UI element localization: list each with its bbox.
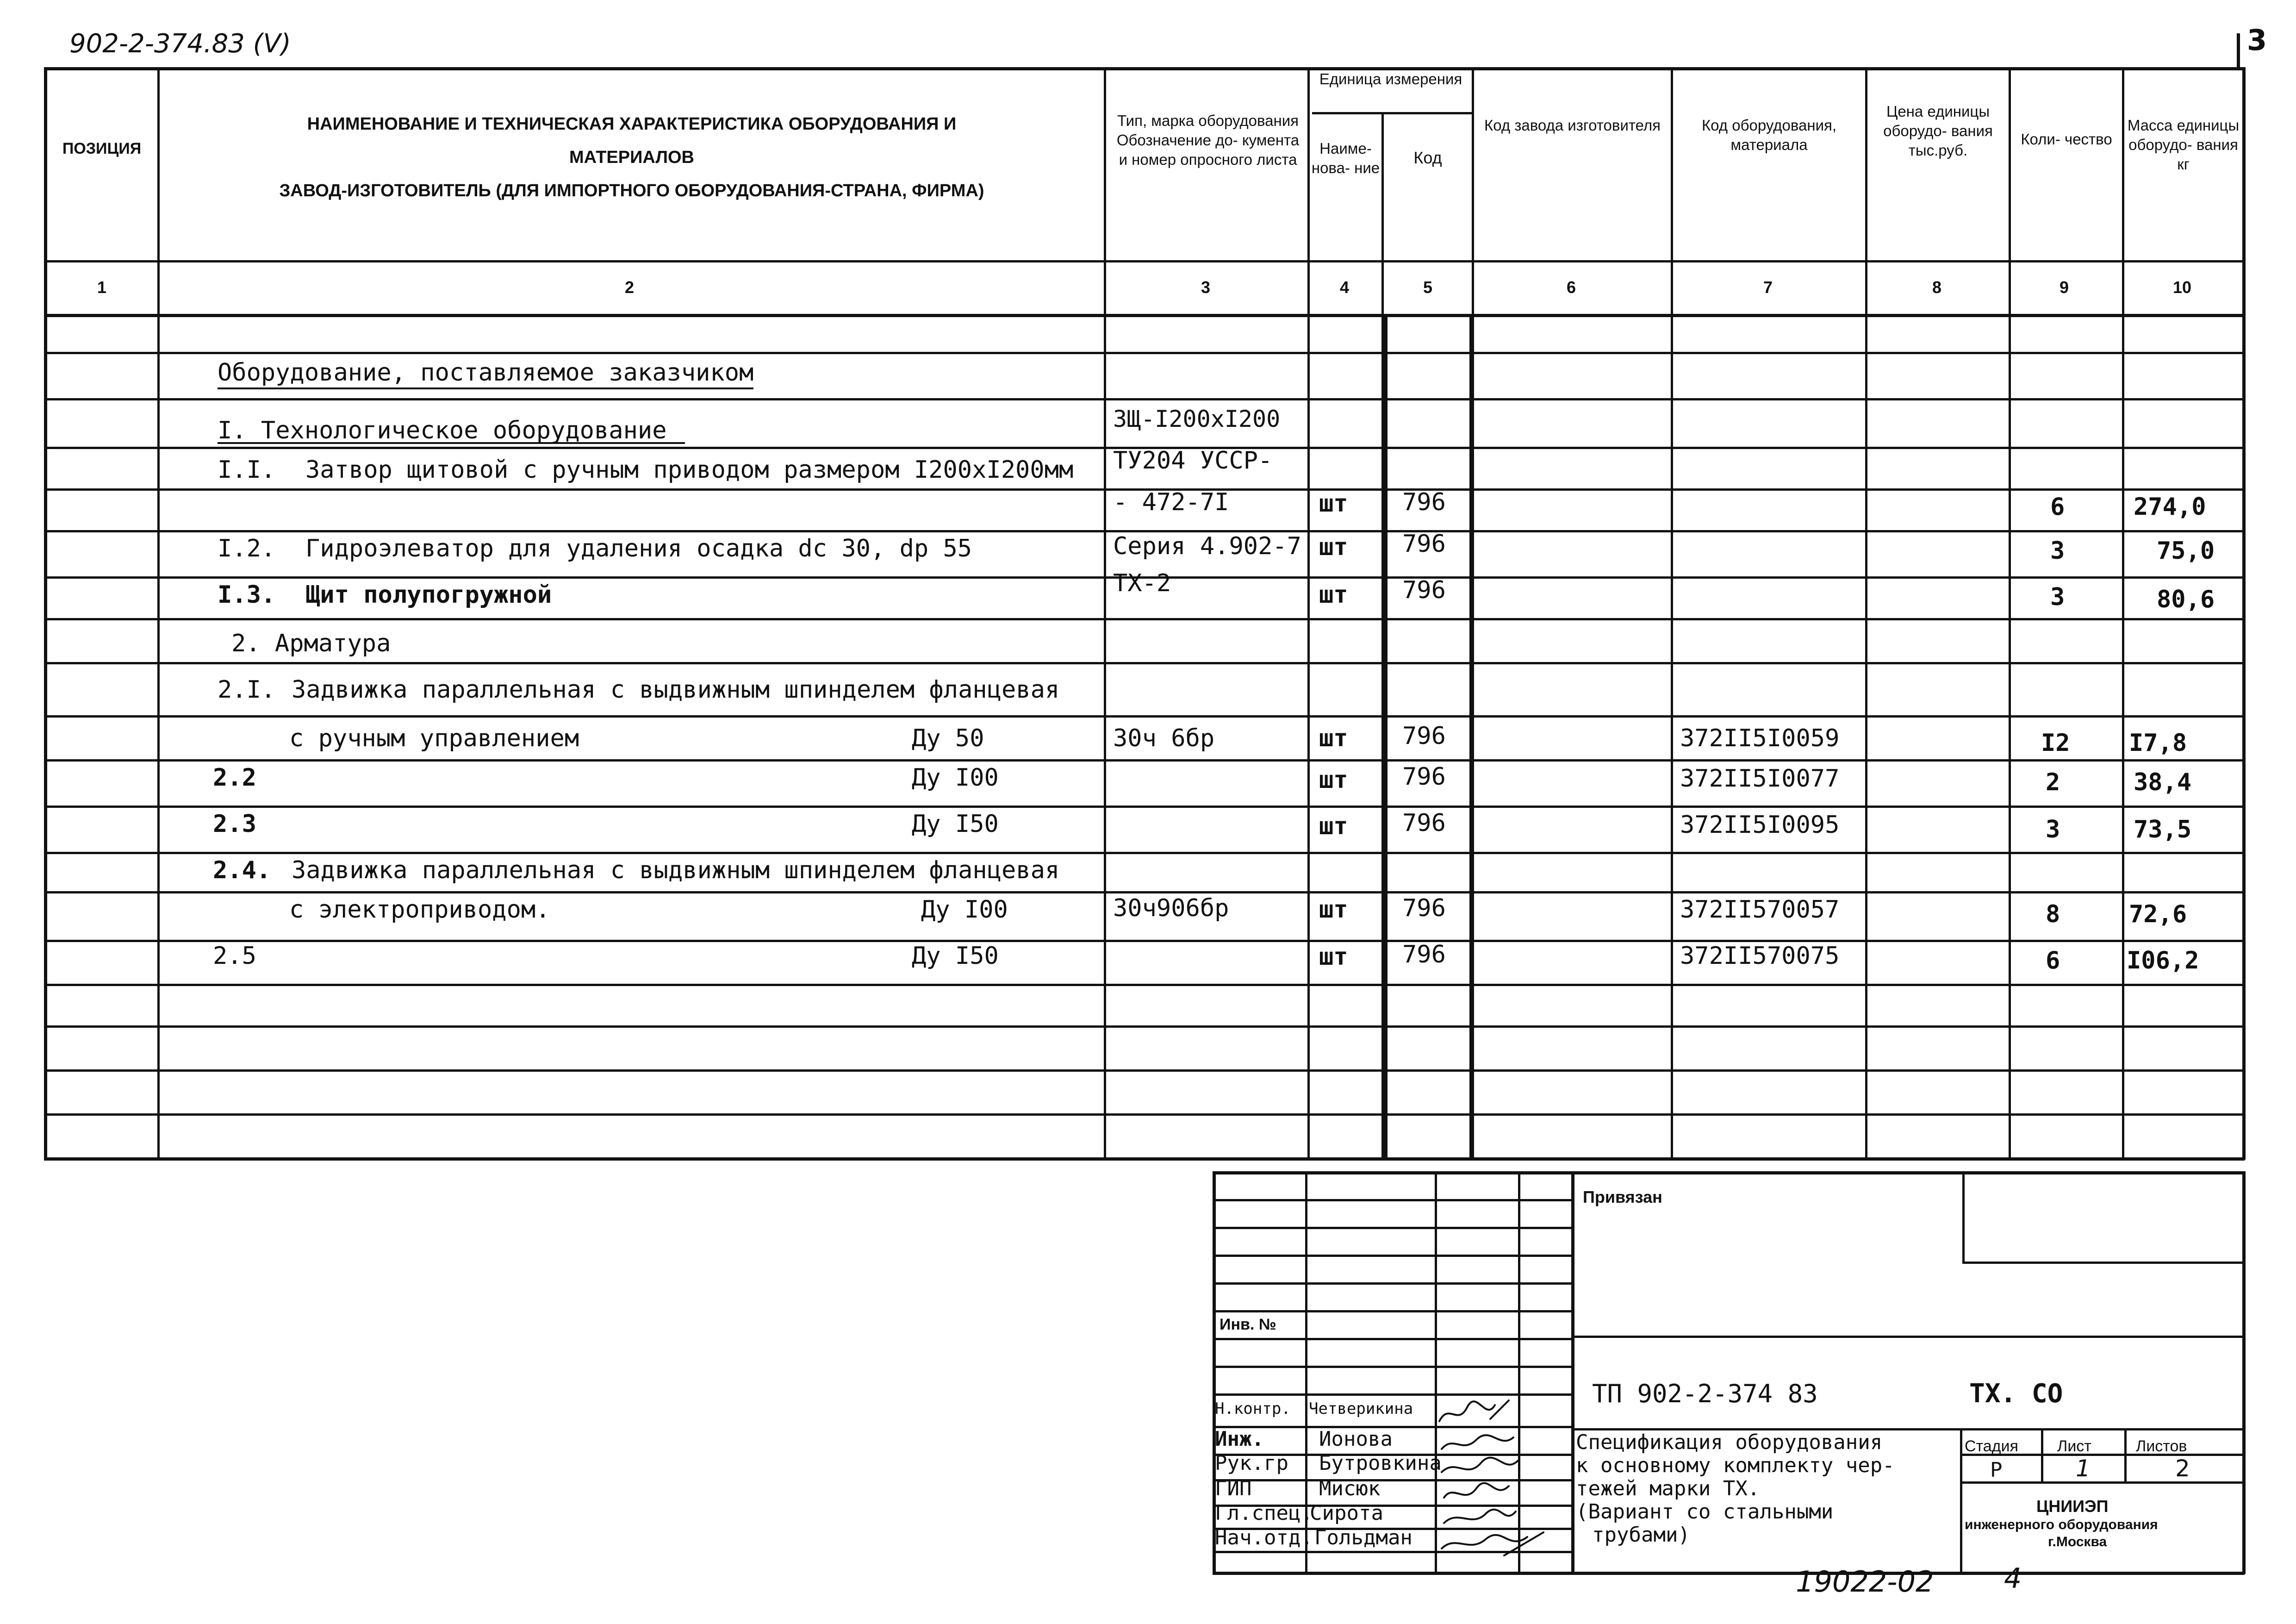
header-position: ПОЗИЦИЯ xyxy=(62,140,142,157)
header-name-line1: НАИМЕНОВАНИЕ И ТЕХНИЧЕСКАЯ ХАРАКТЕРИСТИКА ОБОРУДОВАНИЯ И xyxy=(307,114,957,134)
row-nominal-size: Ду 50 xyxy=(912,725,984,752)
header-material-code: Код оборудования, материала xyxy=(1701,117,1837,153)
row-unit: шт xyxy=(1319,533,1348,561)
row-position: 2.4. xyxy=(213,856,271,884)
row-name: с электроприводом. xyxy=(289,896,550,924)
row-quantity: 3 xyxy=(2046,816,2060,843)
row-nominal-size: Ду I00 xyxy=(912,764,999,792)
document-reference: 902-2-374.83 (V) xyxy=(69,29,291,59)
signer-role: Н.контр. xyxy=(1215,1399,1291,1418)
row-mass: 75,0 xyxy=(2157,537,2215,565)
title-line-4: (Вариант со стальными xyxy=(1576,1500,1834,1524)
title-line-5: трубами) xyxy=(1592,1523,1690,1547)
sheets-value: 2 xyxy=(2175,1455,2190,1482)
row-position: I.2. xyxy=(218,535,276,562)
row-quantity: 3 xyxy=(2050,537,2065,565)
row-unit-code: 796 xyxy=(1402,530,1446,558)
row-name: Щит полупогружной xyxy=(305,581,552,609)
col-number-8: 8 xyxy=(1932,278,1942,297)
header-factory-code: Код завода изготовителя xyxy=(1484,117,1661,134)
signer-name: Мисюк xyxy=(1319,1477,1381,1500)
signer-name: Ионова xyxy=(1319,1427,1393,1451)
signer-role: Нач.отд. xyxy=(1215,1526,1313,1549)
row-type: 30ч906бр xyxy=(1113,894,1229,922)
col-number-9: 9 xyxy=(2059,278,2069,297)
stage-label: Стадия xyxy=(1965,1437,2018,1455)
row-mass: 72,6 xyxy=(2129,900,2187,928)
header-price: Цена единицы оборудо- вания тыс.руб. xyxy=(1883,103,1993,159)
row-mass: I7,8 xyxy=(2129,729,2187,757)
col-number-3: 3 xyxy=(1201,278,1211,297)
row-unit-code: 796 xyxy=(1402,941,1446,968)
subsection-title: 2. Арматура xyxy=(231,630,391,657)
privyazan-label: Привязан xyxy=(1583,1187,1662,1206)
row-name: I. Технологическое оборудование xyxy=(218,417,667,444)
row-unit: шт xyxy=(1319,812,1348,840)
row-type: 30ч 6бр xyxy=(1113,725,1215,752)
sheet-mark: 3 xyxy=(2247,23,2267,57)
sheet-mark-stroke xyxy=(2237,33,2240,70)
header-name-line3: ЗАВОД-ИЗГОТОВИТЕЛЬ (ДЛЯ ИМПОРТНОГО ОБОРУДОВАНИЯ-СТРАНА, ФИРМА) xyxy=(279,181,984,200)
header-unit-group: Единица измерения xyxy=(1319,70,1462,87)
signer-role: Инж. xyxy=(1215,1427,1264,1451)
row-unit-code: 796 xyxy=(1402,722,1446,750)
row-position: 2.2 xyxy=(213,764,256,792)
col-number-6: 6 xyxy=(1566,278,1576,297)
row-unit-code: 796 xyxy=(1402,894,1446,922)
row-type: Серия 4.902-7 xyxy=(1113,532,1301,560)
row-mass: 80,6 xyxy=(2157,586,2215,613)
row-position: 2.5 xyxy=(213,942,256,970)
col-number-5: 5 xyxy=(1423,278,1433,297)
col-number-1: 1 xyxy=(97,278,107,297)
row-mass: 38,4 xyxy=(2134,768,2192,796)
row-quantity: 3 xyxy=(2050,583,2065,611)
signer-role: Рук.гр xyxy=(1215,1451,1288,1475)
row-name: Затвор щитовой с ручным приводом размером I200xI200мм xyxy=(305,456,1074,484)
header-unit-code: Код xyxy=(1413,148,1442,167)
row-name: Задвижка параллельная с выдвижным шпинделем фланцевая xyxy=(292,856,1060,884)
row-position: 2.I. xyxy=(218,676,276,704)
organization-line-2: инженерного оборудования xyxy=(1965,1517,2158,1532)
row-nominal-size: Ду I00 xyxy=(921,896,1008,924)
row-position: I.3. xyxy=(218,581,276,609)
sheets-label: Листов xyxy=(2136,1437,2187,1455)
row-position: 2.3 xyxy=(213,810,256,838)
row-unit-code: 796 xyxy=(1402,763,1446,791)
row-nominal-size: Ду I50 xyxy=(912,810,999,838)
header-unit-name: Наиме- нова- ние xyxy=(1311,140,1380,176)
row-type: ТХ-2 xyxy=(1113,569,1171,597)
sheet-label: Лист xyxy=(2057,1437,2091,1455)
header-type: Тип, марка оборудования Обозначение до- кумента и номер опросного листа xyxy=(1116,112,1300,168)
row-unit: шт xyxy=(1319,766,1348,794)
row-position: I.I. xyxy=(218,456,276,484)
signer-name: Сирота xyxy=(1310,1501,1383,1525)
row-type: ЗЩ-I200xI200 xyxy=(1113,406,1281,432)
col-number-2: 2 xyxy=(624,278,635,297)
signer-role: Гл.спец. xyxy=(1215,1501,1313,1525)
row-unit-code: 796 xyxy=(1402,809,1446,837)
row-unit-code: 796 xyxy=(1402,576,1446,604)
row-mass: 73,5 xyxy=(2134,816,2192,843)
col-number-10: 10 xyxy=(2172,278,2192,297)
sheet-value: 1 xyxy=(2076,1455,2091,1482)
row-unit-code: 796 xyxy=(1402,488,1446,516)
row-material-code: 372II570075 xyxy=(1680,942,1840,970)
row-mass: I06,2 xyxy=(2127,947,2199,974)
row-mass: 274,0 xyxy=(2134,493,2206,521)
signer-name: Бутровкина xyxy=(1319,1451,1442,1475)
organization-line-1: ЦНИИЭП xyxy=(2036,1497,2109,1516)
footer-number: 19022-02 xyxy=(1796,1565,1934,1599)
document-mark: ТХ. СО xyxy=(1969,1379,2063,1409)
row-unit: шт xyxy=(1319,490,1348,518)
col-number-7: 7 xyxy=(1763,278,1773,297)
row-material-code: 372II5I0059 xyxy=(1680,725,1840,752)
row-quantity: 6 xyxy=(2050,493,2065,521)
row-material-code: 372II570057 xyxy=(1680,896,1840,924)
signer-role: ГИП xyxy=(1215,1477,1252,1500)
row-material-code: 372II5I0077 xyxy=(1680,765,1840,793)
title-line-1: Спецификация оборудования xyxy=(1576,1430,1883,1454)
header-name-line2: МАТЕРИАЛОВ xyxy=(569,148,694,167)
signature-scribbles xyxy=(1435,1393,1587,1579)
row-name: с ручным управлением xyxy=(289,725,579,752)
row-name: Задвижка параллельная с выдвижным шпинделем фланцевая xyxy=(292,676,1060,704)
row-name: Гидроэлеватор для удаления осадка dc 30, dp 55 xyxy=(305,535,972,562)
footer-page: 4 xyxy=(2004,1562,2022,1595)
row-quantity: 6 xyxy=(2046,947,2060,974)
stage-value: Р xyxy=(1990,1458,2003,1482)
document-number: ТП 902-2-374 83 xyxy=(1592,1379,1818,1408)
col-number-4: 4 xyxy=(1339,278,1350,297)
inventory-number-label: Инв. № xyxy=(1220,1316,1276,1333)
row-unit: шт xyxy=(1319,896,1348,924)
title-line-3: тежей марки ТХ. xyxy=(1576,1477,1760,1500)
signer-name: Четверикина xyxy=(1309,1399,1413,1418)
header-mass: Масса единицы оборудо- вания кг xyxy=(2127,117,2240,173)
row-quantity: 8 xyxy=(2046,900,2060,928)
row-unit: шт xyxy=(1319,725,1348,752)
row-nominal-size: Ду I50 xyxy=(912,942,999,970)
row-unit: шт xyxy=(1319,581,1348,609)
row-type: - 472-7I xyxy=(1113,488,1229,516)
title-line-2: к основному комплекту чер- xyxy=(1576,1454,1895,1477)
row-unit: шт xyxy=(1319,943,1348,971)
section-title: Оборудование, поставляемое заказчиком xyxy=(218,359,753,389)
header-quantity: Коли- чество xyxy=(2021,131,2112,148)
signer-name: Гольдман xyxy=(1314,1526,1412,1549)
row-quantity: I2 xyxy=(2041,729,2070,757)
row-quantity: 2 xyxy=(2046,768,2060,796)
organization-line-3: г.Москва xyxy=(2048,1534,2107,1549)
row-type: ТУ204 УССР- xyxy=(1113,447,1273,475)
row-material-code: 372II5I0095 xyxy=(1680,811,1840,839)
